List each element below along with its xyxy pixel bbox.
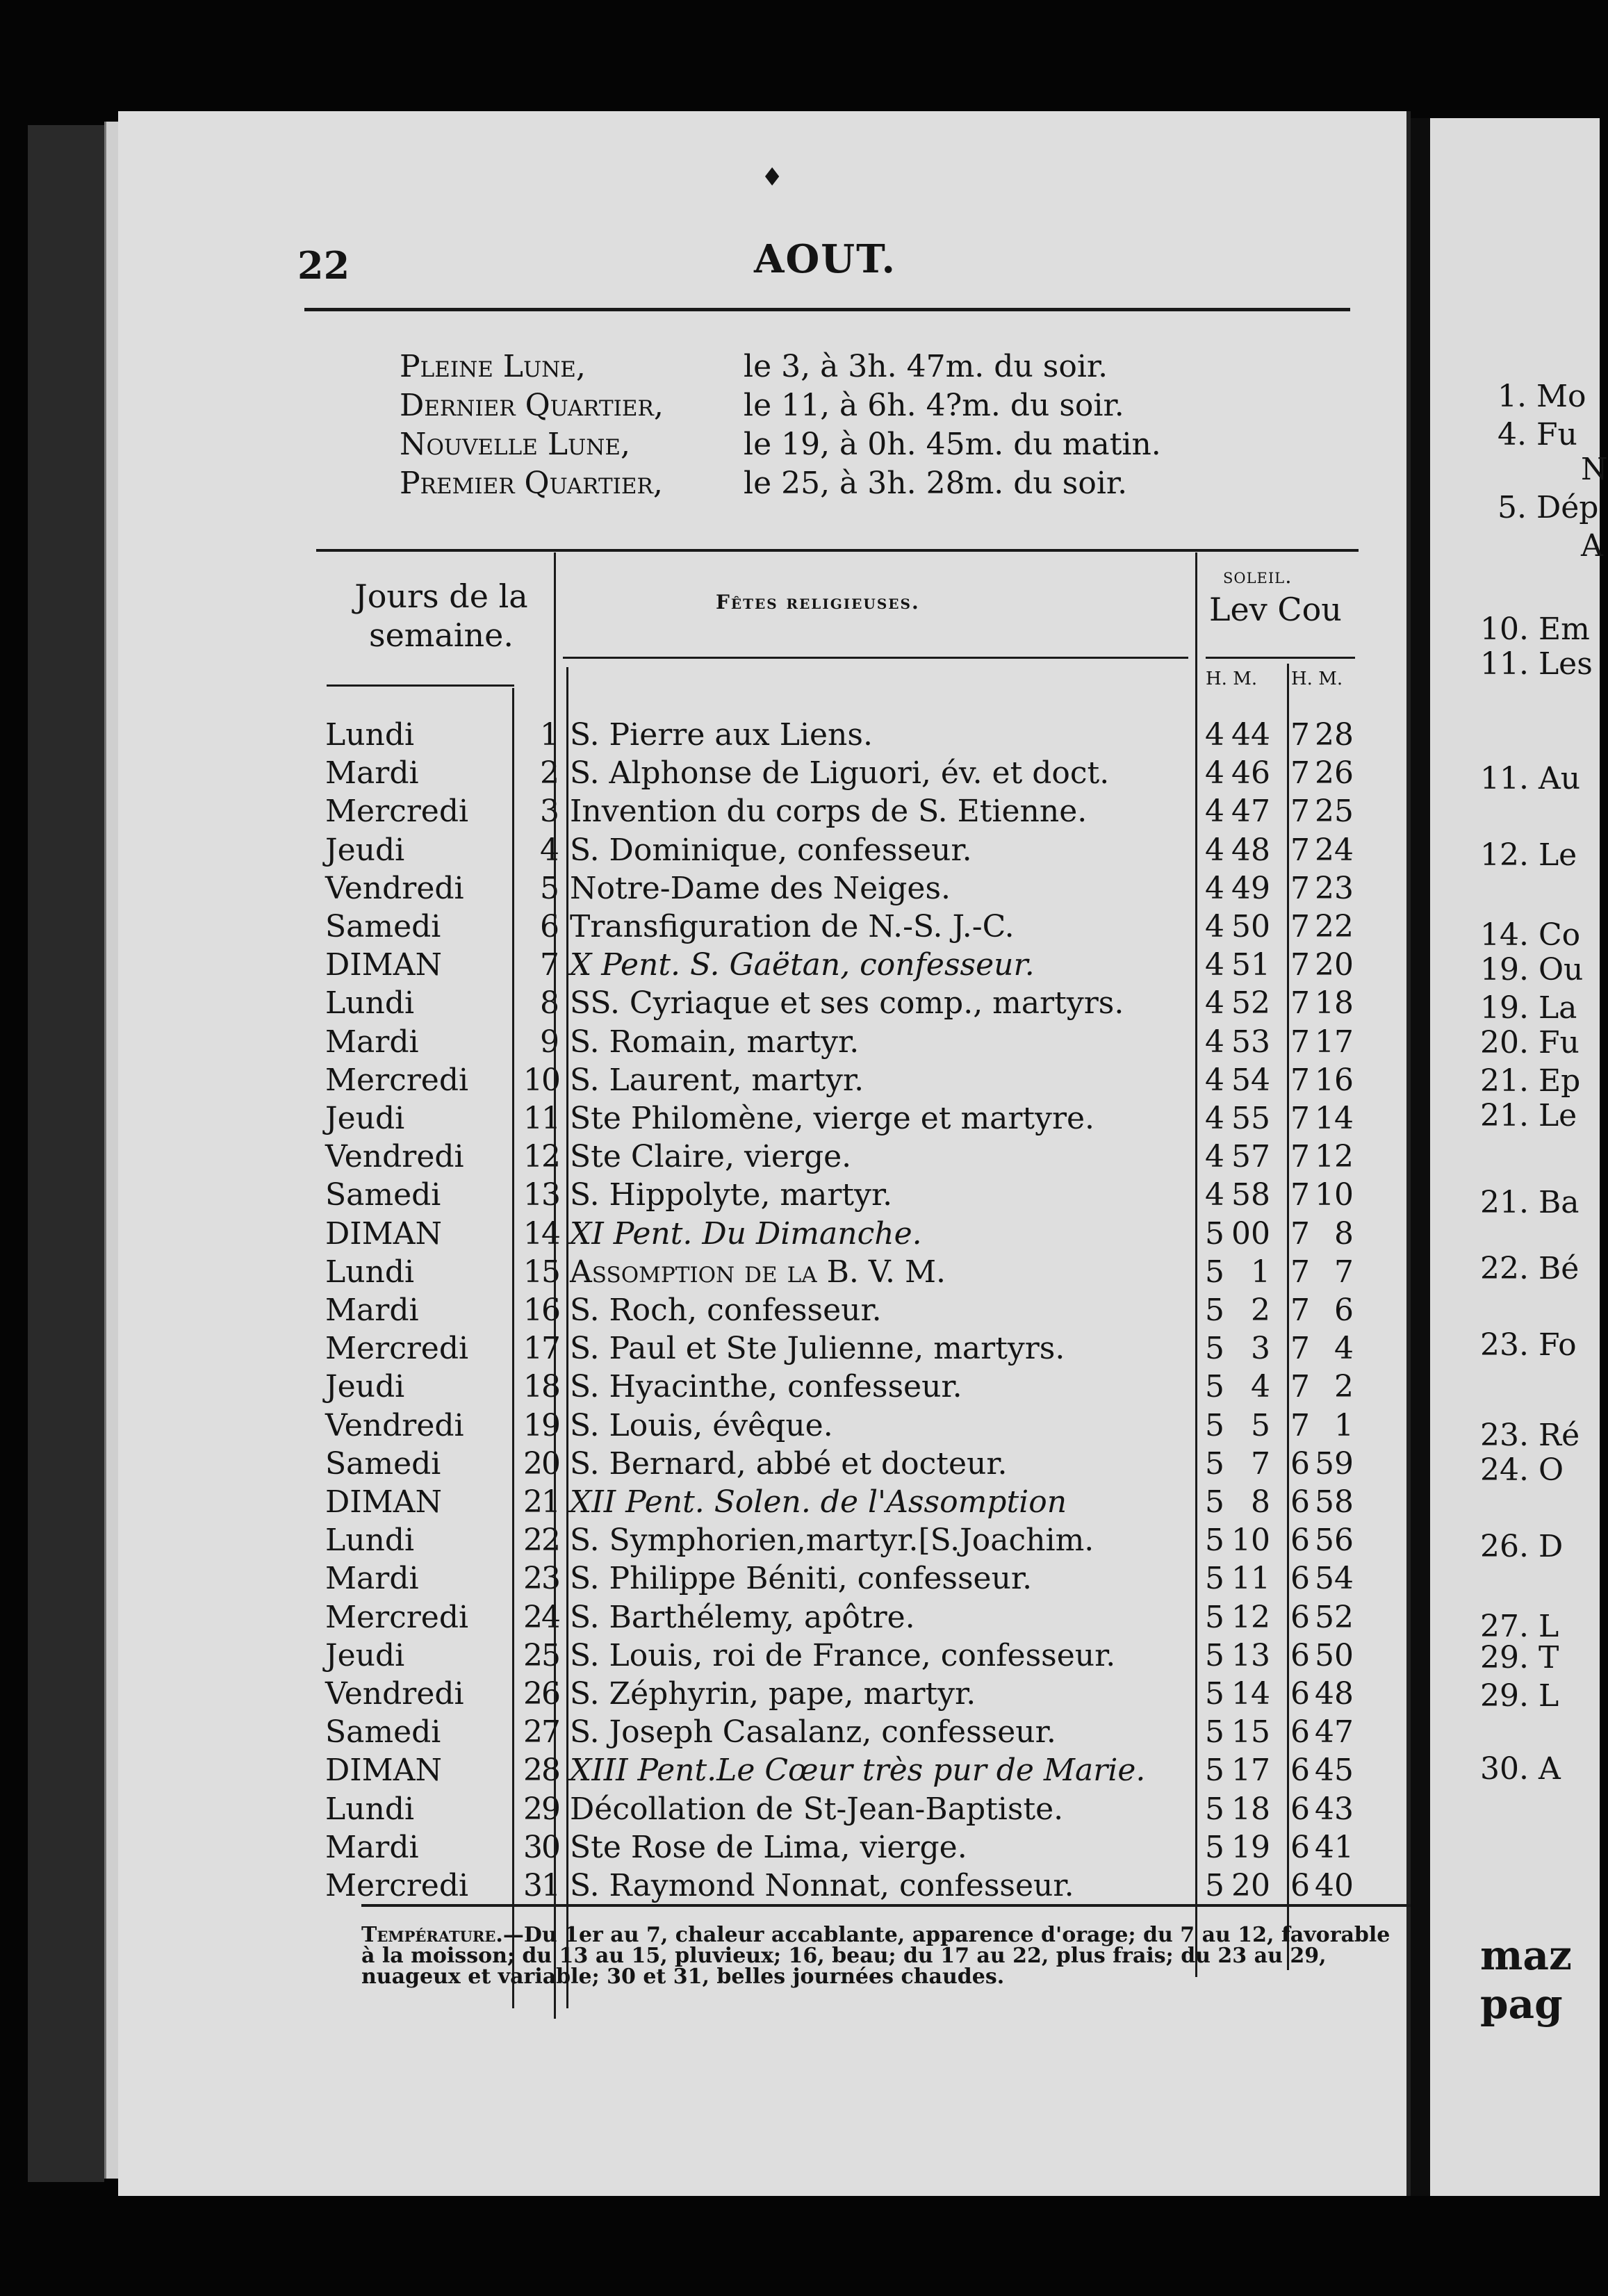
sunset-minute: 4: [1334, 1331, 1354, 1366]
sunset-minute: 25: [1315, 794, 1354, 829]
day-number: 4: [540, 833, 559, 868]
facing-page-entry: 4. Fu: [1498, 417, 1577, 452]
feast: Notre-Dame des Neiges.: [570, 871, 951, 906]
sunset-minute: 8: [1334, 1216, 1354, 1252]
sunset-hour: 6: [1290, 1714, 1310, 1750]
sunrise-minute: 46: [1231, 755, 1270, 791]
sunrise-hour: 5: [1205, 1408, 1224, 1443]
feast: XI Pent. Du Dimanche.: [570, 1216, 922, 1252]
ornament: ♦: [761, 163, 784, 192]
day-number: 12: [523, 1139, 559, 1174]
sunset-hour: 7: [1290, 947, 1310, 983]
weekday: Mardi: [325, 1561, 419, 1596]
table-row: [118, 1061, 1411, 1099]
sunset-hour: 7: [1290, 1024, 1310, 1060]
temperature-text: —Du 1er au 7, chaleur accablante, apparence d'orage; du 7 au 12, favorable à la moisson; du 13 au 15, pluvieux; 16, beau; du 17 au 22, plus frais; du 23 au 29, nuageux et variable; 30 et 31, belles journées chaudes.: [361, 1923, 1390, 1989]
sunrise-hour: 4: [1205, 1177, 1224, 1213]
sunrise-minute: 11: [1231, 1561, 1270, 1596]
sunset-minute: 54: [1315, 1561, 1354, 1596]
feast: XIII Pent.Le Cœur très pur de Marie.: [570, 1753, 1146, 1788]
facing-page-entry: 24. O: [1480, 1452, 1564, 1488]
facing-page-entry: A: [1581, 528, 1603, 564]
sunrise-hour: 4: [1205, 717, 1224, 753]
weekday: DIMAN: [325, 1216, 442, 1252]
facing-page-entry: 29. T: [1480, 1640, 1559, 1675]
facing-page-entry: 11. Au: [1480, 761, 1581, 796]
weekday: Jeudi: [325, 1638, 405, 1673]
weekday: Jeudi: [325, 1101, 405, 1136]
feast: S. Philippe Béniti, confesseur.: [570, 1561, 1033, 1596]
weekday: Samedi: [325, 1714, 441, 1750]
feast: S. Pierre aux Liens.: [570, 717, 873, 753]
table-row: [118, 1867, 1411, 1905]
header-lev-cou: Lev Cou: [1209, 591, 1342, 628]
feast: XII Pent. Solen. de l'Assomption: [570, 1484, 1067, 1520]
day-number: 1: [540, 717, 559, 753]
phase-text: le 25, à 3h. 28m. du soir.: [744, 466, 1128, 501]
sunrise-minute: 1: [1251, 1254, 1270, 1290]
sunrise-minute: 55: [1231, 1101, 1270, 1136]
sunset-hour: 6: [1290, 1484, 1310, 1520]
weekday: Vendredi: [325, 1408, 464, 1443]
day-number: 19: [523, 1408, 559, 1443]
sunset-minute: 12: [1315, 1139, 1354, 1174]
facing-page-entry: 29. L: [1480, 1678, 1559, 1714]
sunrise-hour: 5: [1205, 1293, 1224, 1328]
facing-page-entry: 19. Ou: [1480, 952, 1584, 987]
sunrise-hour: 5: [1205, 1523, 1224, 1558]
sunrise-minute: 57: [1231, 1139, 1270, 1174]
sunrise-hour: 5: [1205, 1254, 1224, 1290]
day-number: 23: [523, 1561, 559, 1596]
sunrise-hour: 4: [1205, 1063, 1224, 1098]
sunrise-minute: 3: [1251, 1331, 1270, 1366]
facing-page-entry: 1. Mo: [1498, 379, 1586, 414]
sunset-minute: 52: [1315, 1600, 1354, 1635]
table-row: [118, 869, 1411, 908]
weekday: Lundi: [325, 985, 415, 1021]
weekday: Mardi: [325, 1293, 419, 1328]
table-row: [118, 908, 1411, 946]
facing-page-entry: 21. Ep: [1480, 1063, 1581, 1099]
sunrise-minute: 20: [1231, 1868, 1270, 1903]
sunrise-hour: 4: [1205, 1139, 1224, 1174]
facing-page-entry: N: [1581, 452, 1608, 487]
table-row: [118, 1598, 1411, 1637]
feast: X Pent. S. Gaëtan, confesseur.: [570, 947, 1035, 983]
weekday: DIMAN: [325, 1484, 442, 1520]
sunrise-minute: 54: [1231, 1063, 1270, 1098]
header-soleil: soleil.: [1223, 564, 1293, 589]
sunrise-minute: 10: [1231, 1523, 1270, 1558]
sunset-hour: 7: [1290, 833, 1310, 868]
weekday: Mercredi: [325, 1063, 469, 1098]
facing-page-entry: maz: [1480, 1932, 1572, 1979]
sunrise-minute: 00: [1231, 1216, 1270, 1252]
sunrise-minute: 17: [1231, 1753, 1270, 1788]
header-hm-coucher: H. M.: [1291, 669, 1343, 689]
feast: Assomption de la B. V. M.: [570, 1254, 946, 1290]
sunset-minute: 18: [1315, 985, 1354, 1021]
table-row: [118, 1215, 1411, 1253]
day-number: 28: [523, 1753, 559, 1788]
table-row: [118, 754, 1411, 792]
feast: S. Symphorien,martyr.[S.Joachim.: [570, 1523, 1094, 1558]
sunset-minute: 16: [1315, 1063, 1354, 1098]
day-number: 17: [523, 1331, 559, 1366]
day-number: 10: [523, 1063, 559, 1098]
sunset-hour: 6: [1290, 1676, 1310, 1712]
weekday: Lundi: [325, 717, 415, 753]
sunrise-minute: 5: [1251, 1408, 1270, 1443]
weekday: Lundi: [325, 1523, 415, 1558]
sunset-hour: 7: [1290, 1293, 1310, 1328]
table-row: [118, 1559, 1411, 1598]
weekday: Lundi: [325, 1791, 415, 1827]
table-row: [118, 1790, 1411, 1828]
header-fetes: Fêtes religieuses.: [716, 591, 920, 614]
sunrise-minute: 2: [1251, 1293, 1270, 1328]
sunrise-hour: 5: [1205, 1216, 1224, 1252]
table-row: [118, 946, 1411, 984]
day-number: 22: [523, 1523, 559, 1558]
sunrise-minute: 51: [1231, 947, 1270, 983]
feast: SS. Cyriaque et ses comp., martyrs.: [570, 985, 1124, 1021]
day-number: 6: [540, 909, 559, 944]
sunset-minute: 59: [1315, 1446, 1354, 1482]
weekday: Mardi: [325, 1024, 419, 1060]
sunset-hour: 6: [1290, 1446, 1310, 1482]
sunset-hour: 7: [1290, 1408, 1310, 1443]
day-number: 5: [540, 871, 559, 906]
sunset-hour: 7: [1290, 985, 1310, 1021]
weekday: Vendredi: [325, 1139, 464, 1174]
table-row: [118, 1521, 1411, 1559]
day-number: 26: [523, 1676, 559, 1712]
sunrise-minute: 47: [1231, 794, 1270, 829]
weekday: Samedi: [325, 909, 441, 944]
feast: S. Louis, roi de France, confesseur.: [570, 1638, 1116, 1673]
sunrise-hour: 5: [1205, 1331, 1224, 1366]
table-row: [118, 1329, 1411, 1368]
day-number: 29: [523, 1791, 559, 1827]
sunrise-minute: 18: [1231, 1791, 1270, 1827]
feast: S. Louis, évêque.: [570, 1408, 833, 1443]
page-title: AOUT.: [754, 236, 897, 282]
sunrise-minute: 53: [1231, 1024, 1270, 1060]
weekday: Vendredi: [325, 1676, 464, 1712]
facing-page-entry: 30. A: [1480, 1751, 1561, 1787]
sunrise-hour: 5: [1205, 1446, 1224, 1482]
sunset-hour: 6: [1290, 1600, 1310, 1635]
day-number: 11: [523, 1101, 559, 1136]
table-bottom-rule: [361, 1904, 1411, 1907]
day-number: 25: [523, 1638, 559, 1673]
table-row: [118, 1138, 1411, 1176]
sunset-minute: 6: [1334, 1293, 1354, 1328]
sunrise-hour: 5: [1205, 1676, 1224, 1712]
weekday: Mercredi: [325, 1868, 469, 1903]
sunset-hour: 7: [1290, 1331, 1310, 1366]
feast: S. Raymond Nonnat, confesseur.: [570, 1868, 1074, 1903]
table-row: [118, 831, 1411, 869]
sunset-minute: 1: [1334, 1408, 1354, 1443]
sunset-minute: 7: [1334, 1254, 1354, 1290]
feast: Invention du corps de S. Etienne.: [570, 794, 1088, 829]
sunrise-hour: 4: [1205, 947, 1224, 983]
sunrise-hour: 5: [1205, 1600, 1224, 1635]
sunrise-minute: 7: [1251, 1446, 1270, 1482]
sunrise-hour: 5: [1205, 1369, 1224, 1404]
day-number: 31: [523, 1868, 559, 1903]
sunrise-hour: 5: [1205, 1638, 1224, 1673]
facing-page-entry: 23. Fo: [1480, 1327, 1577, 1363]
facing-page-entry: 23. Ré: [1480, 1418, 1580, 1453]
sunset-minute: 58: [1315, 1484, 1354, 1520]
sunset-minute: 45: [1315, 1753, 1354, 1788]
sunrise-hour: 5: [1205, 1561, 1224, 1596]
weekday: DIMAN: [325, 1753, 442, 1788]
sunrise-hour: 4: [1205, 871, 1224, 906]
feast: Ste Rose de Lima, vierge.: [570, 1830, 967, 1865]
day-number: 18: [523, 1369, 559, 1404]
sunset-minute: 10: [1315, 1177, 1354, 1213]
facing-page-entry: 27. L: [1480, 1609, 1559, 1644]
day-number: 30: [523, 1830, 559, 1865]
table-row: [118, 1637, 1411, 1675]
day-number: 2: [540, 755, 559, 791]
facing-page-entry: 11. Les: [1480, 646, 1593, 682]
table-row: [118, 716, 1411, 754]
sunset-hour: 7: [1290, 1101, 1310, 1136]
sunrise-minute: 48: [1231, 833, 1270, 868]
feast: S. Joseph Casalanz, confesseur.: [570, 1714, 1056, 1750]
table-row: [118, 792, 1411, 830]
sunset-hour: 7: [1290, 717, 1310, 753]
feast: Décollation de St-Jean-Baptiste.: [570, 1791, 1064, 1827]
phase-text: le 3, à 3h. 47m. du soir.: [744, 349, 1108, 384]
day-number: 9: [540, 1024, 559, 1060]
sunrise-hour: 5: [1205, 1753, 1224, 1788]
sunset-hour: 7: [1290, 794, 1310, 829]
facing-page-entry: 26. D: [1480, 1529, 1564, 1564]
sunrise-hour: 5: [1205, 1868, 1224, 1903]
day-number: 15: [523, 1254, 559, 1290]
sunset-hour: 7: [1290, 1369, 1310, 1404]
sunset-minute: 23: [1315, 871, 1354, 906]
sunset-minute: 56: [1315, 1523, 1354, 1558]
weekday: DIMAN: [325, 947, 442, 983]
header-days: Jours de la semaine.: [354, 577, 528, 654]
sunrise-minute: 52: [1231, 985, 1270, 1021]
phase-name: Premier Quartier,: [400, 466, 663, 501]
day-number: 20: [523, 1446, 559, 1482]
feast: S. Paul et Ste Julienne, martyrs.: [570, 1331, 1065, 1366]
weekday: Mardi: [325, 1830, 419, 1865]
weekday: Lundi: [325, 1254, 415, 1290]
sunset-hour: 6: [1290, 1561, 1310, 1596]
sunset-hour: 7: [1290, 1216, 1310, 1252]
sunrise-minute: 13: [1231, 1638, 1270, 1673]
sunset-minute: 24: [1315, 833, 1354, 868]
weekday: Samedi: [325, 1446, 441, 1482]
sunrise-minute: 14: [1231, 1676, 1270, 1712]
sunrise-hour: 5: [1205, 1714, 1224, 1750]
weekday: Mercredi: [325, 1600, 469, 1635]
sunset-hour: 6: [1290, 1753, 1310, 1788]
facing-page-entry: 19. La: [1480, 990, 1577, 1026]
sunset-hour: 7: [1290, 909, 1310, 944]
facing-page-entry: 5. Dép: [1498, 490, 1599, 525]
header-hm-lever: H. M.: [1206, 669, 1258, 689]
phase-name: Dernier Quartier,: [400, 388, 664, 423]
page-number: 22: [297, 243, 350, 288]
sunrise-minute: 58: [1231, 1177, 1270, 1213]
table-row: [118, 1023, 1411, 1061]
sunset-hour: 6: [1290, 1868, 1310, 1903]
sunset-hour: 7: [1290, 1063, 1310, 1098]
phase-name: Nouvelle Lune,: [400, 427, 630, 462]
sunrise-minute: 50: [1231, 909, 1270, 944]
table-row: [118, 1176, 1411, 1214]
sunset-hour: 6: [1290, 1523, 1310, 1558]
temperature-note: [361, 1925, 1411, 1987]
table-row: [118, 1675, 1411, 1713]
sunset-minute: 2: [1334, 1369, 1354, 1404]
sunset-hour: 7: [1290, 1139, 1310, 1174]
sunrise-minute: 12: [1231, 1600, 1270, 1635]
sunset-minute: 14: [1315, 1101, 1354, 1136]
phase-text: le 19, à 0h. 45m. du matin.: [744, 427, 1161, 462]
table-row: [118, 1483, 1411, 1521]
feast: S. Roch, confesseur.: [570, 1293, 882, 1328]
day-number: 21: [523, 1484, 559, 1520]
weekday: Vendredi: [325, 871, 464, 906]
day-number: 13: [523, 1177, 559, 1213]
feast: Transfiguration de N.-S. J.-C.: [570, 909, 1015, 944]
sunset-minute: 41: [1315, 1830, 1354, 1865]
weekday: Mardi: [325, 755, 419, 791]
sunrise-hour: 4: [1205, 794, 1224, 829]
table-row: [118, 984, 1411, 1022]
feast: S. Alphonse de Liguori, év. et doct.: [570, 755, 1110, 791]
feast: S. Zéphyrin, pape, martyr.: [570, 1676, 976, 1712]
sunset-hour: 6: [1290, 1830, 1310, 1865]
sunrise-minute: 4: [1251, 1369, 1270, 1404]
feast: S. Barthélemy, apôtre.: [570, 1600, 915, 1635]
sunset-minute: 20: [1315, 947, 1354, 983]
weekday: Mercredi: [325, 1331, 469, 1366]
weekday: Jeudi: [325, 833, 405, 868]
feast: S. Hippolyte, martyr.: [570, 1177, 893, 1213]
weekday: Jeudi: [325, 1369, 405, 1404]
sunset-minute: 43: [1315, 1791, 1354, 1827]
feast: S. Romain, martyr.: [570, 1024, 860, 1060]
day-number: 27: [523, 1714, 559, 1750]
sunset-minute: 40: [1315, 1868, 1354, 1903]
table-row: [118, 1713, 1411, 1751]
feast: Ste Claire, vierge.: [570, 1139, 852, 1174]
feast: S. Hyacinthe, confesseur.: [570, 1369, 962, 1404]
feast: S. Bernard, abbé et docteur.: [570, 1446, 1008, 1482]
sunset-hour: 6: [1290, 1638, 1310, 1673]
day-number: 16: [523, 1293, 559, 1328]
sunrise-hour: 4: [1205, 1101, 1224, 1136]
facing-page-entry: 10. Em: [1480, 612, 1590, 647]
sunset-minute: 50: [1315, 1638, 1354, 1673]
temperature-label: Température.: [361, 1923, 503, 1947]
table-row: [118, 1407, 1411, 1445]
sunset-minute: 22: [1315, 909, 1354, 944]
sunrise-minute: 8: [1251, 1484, 1270, 1520]
sunrise-hour: 4: [1205, 985, 1224, 1021]
table-row: [118, 1291, 1411, 1329]
day-number: 7: [540, 947, 559, 983]
facing-page-entry: 12. Le: [1480, 837, 1577, 873]
table-row: [118, 1368, 1411, 1406]
day-number: 8: [540, 985, 559, 1021]
sunset-minute: 28: [1315, 717, 1354, 753]
day-number: 14: [523, 1216, 559, 1252]
table-row: [118, 1253, 1411, 1291]
sunset-hour: 7: [1290, 755, 1310, 791]
sunrise-hour: 4: [1205, 755, 1224, 791]
phase-name: Pleine Lune,: [400, 349, 586, 384]
sunset-hour: 7: [1290, 1254, 1310, 1290]
feast: Ste Philomène, vierge et martyre.: [570, 1101, 1095, 1136]
sunset-minute: 17: [1315, 1024, 1354, 1060]
sunrise-minute: 19: [1231, 1830, 1270, 1865]
sunset-hour: 7: [1290, 1177, 1310, 1213]
sunset-minute: 48: [1315, 1676, 1354, 1712]
table-row: [118, 1751, 1411, 1789]
sunrise-hour: 4: [1205, 1024, 1224, 1060]
table-row: [118, 1099, 1411, 1138]
day-number: 24: [523, 1600, 559, 1635]
sunrise-hour: 5: [1205, 1830, 1224, 1865]
sunrise-hour: 4: [1205, 909, 1224, 944]
table-row: [118, 1828, 1411, 1867]
sunrise-minute: 44: [1231, 717, 1270, 753]
sunset-minute: 26: [1315, 755, 1354, 791]
phase-text: le 11, à 6h. 4?m. du soir.: [744, 388, 1124, 423]
sunrise-hour: 5: [1205, 1484, 1224, 1520]
table-row: [118, 1445, 1411, 1483]
weekday: Mercredi: [325, 794, 469, 829]
facing-page-entry: 20. Fu: [1480, 1025, 1580, 1060]
sunset-minute: 47: [1315, 1714, 1354, 1750]
sunrise-hour: 5: [1205, 1791, 1224, 1827]
sunrise-minute: 49: [1231, 871, 1270, 906]
day-number: 3: [540, 794, 559, 829]
sunset-hour: 6: [1290, 1791, 1310, 1827]
facing-page-entry: 14. Co: [1480, 917, 1581, 953]
sunrise-minute: 15: [1231, 1714, 1270, 1750]
facing-page-entry: pag: [1480, 1981, 1563, 2028]
feast: S. Dominique, confesseur.: [570, 833, 972, 868]
sunrise-hour: 4: [1205, 833, 1224, 868]
facing-page-entry: 22. Bé: [1480, 1251, 1580, 1286]
weekday: Samedi: [325, 1177, 441, 1213]
facing-page-entry: 21. Le: [1480, 1098, 1577, 1133]
sunset-hour: 7: [1290, 871, 1310, 906]
feast: S. Laurent, martyr.: [570, 1063, 864, 1098]
facing-page-entry: 21. Ba: [1480, 1185, 1580, 1220]
